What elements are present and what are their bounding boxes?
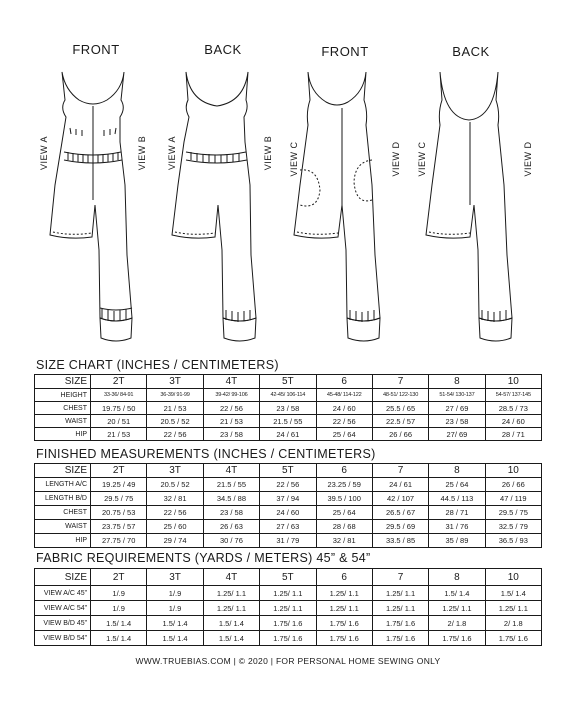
table-cell: 32 / 81 bbox=[147, 492, 203, 506]
label-view-d-2: VIEW D bbox=[523, 141, 533, 177]
table-cell: 29.5 / 69 bbox=[372, 520, 428, 534]
table-cell: 26 / 63 bbox=[203, 520, 259, 534]
table-cell: 48-51/ 122-130 bbox=[372, 389, 428, 402]
table-cell: 1.5/ 1.4 bbox=[485, 586, 541, 601]
table-cell: 31 / 76 bbox=[429, 520, 485, 534]
fabric-requirements-table bbox=[34, 568, 542, 646]
table-cell: 22.5 / 57 bbox=[372, 415, 428, 428]
row-label: HIP bbox=[35, 534, 91, 548]
size-header-cell: 6 bbox=[316, 569, 372, 586]
finished-measurements-title: FINISHED MEASUREMENTS (INCHES / CENTIMETERS) bbox=[36, 447, 376, 461]
table-cell: 36-39/ 91-99 bbox=[147, 389, 203, 402]
table-cell: 27.75 / 70 bbox=[91, 534, 147, 548]
table-cell: 24 / 60 bbox=[316, 402, 372, 415]
table-row bbox=[35, 478, 542, 492]
table-cell: 1.25/ 1.1 bbox=[203, 601, 259, 616]
table-cell: 23 / 58 bbox=[260, 402, 316, 415]
header-back-1: BACK bbox=[204, 42, 242, 57]
table-cell: 25 / 64 bbox=[316, 428, 372, 441]
table-cell: 1.75/ 1.6 bbox=[260, 631, 316, 646]
row-label: CHEST bbox=[35, 506, 91, 520]
table-row bbox=[35, 534, 542, 548]
table-cell: 21 / 53 bbox=[147, 402, 203, 415]
table-cell: 19.25 / 49 bbox=[91, 478, 147, 492]
label-view-c-2: VIEW C bbox=[417, 141, 427, 177]
table-cell: 1/.9 bbox=[147, 601, 203, 616]
size-header-cell: 2T bbox=[91, 464, 147, 478]
size-header-cell: 10 bbox=[485, 464, 541, 478]
footer-text: WWW.TRUEBIAS.COM | © 2020 | FOR PERSONAL HOME SEWING ONLY bbox=[135, 656, 441, 666]
size-header-cell: 7 bbox=[372, 375, 428, 389]
size-header-cell: 3T bbox=[147, 569, 203, 586]
size-header-label: SIZE bbox=[35, 375, 91, 389]
row-label: CHEST bbox=[35, 402, 91, 415]
table-cell: 25 / 64 bbox=[316, 506, 372, 520]
table-cell: 47 / 119 bbox=[485, 492, 541, 506]
size-header-cell: 5T bbox=[260, 375, 316, 389]
table-cell: 1.25/ 1.1 bbox=[316, 601, 372, 616]
table-cell: 23 / 58 bbox=[203, 506, 259, 520]
label-view-a-1: VIEW A bbox=[39, 136, 49, 171]
size-header-cell: 3T bbox=[147, 375, 203, 389]
table-cell: 24 / 61 bbox=[260, 428, 316, 441]
label-view-b-2: VIEW B bbox=[263, 135, 273, 171]
table-cell: 1.75/ 1.6 bbox=[429, 631, 485, 646]
size-header-cell: 2T bbox=[91, 375, 147, 389]
table-cell: 20.75 / 53 bbox=[91, 506, 147, 520]
table-cell: 31 / 79 bbox=[260, 534, 316, 548]
table-cell: 23 / 58 bbox=[429, 415, 485, 428]
size-header-cell: 8 bbox=[429, 464, 485, 478]
table-cell: 1.5/ 1.4 bbox=[91, 616, 147, 631]
row-label: LENGTH A/C bbox=[35, 478, 91, 492]
row-label: VIEW A/C 45” bbox=[35, 586, 91, 601]
table-row bbox=[35, 402, 542, 415]
size-header-cell: 7 bbox=[372, 464, 428, 478]
row-label: VIEW B/D 54” bbox=[35, 631, 91, 646]
table-cell: 30 / 76 bbox=[203, 534, 259, 548]
table-cell: 42 / 107 bbox=[372, 492, 428, 506]
size-chart-table bbox=[34, 374, 542, 441]
table-cell: 22 / 56 bbox=[203, 402, 259, 415]
table-cell: 26 / 66 bbox=[372, 428, 428, 441]
table-cell: 39.5 / 100 bbox=[316, 492, 372, 506]
table-cell: 27/ 69 bbox=[429, 428, 485, 441]
table-row bbox=[35, 492, 542, 506]
table-cell: 44.5 / 113 bbox=[429, 492, 485, 506]
table-cell: 1.75/ 1.6 bbox=[485, 631, 541, 646]
table-row bbox=[35, 415, 542, 428]
label-view-d-1: VIEW D bbox=[391, 141, 401, 177]
row-label: HEIGHT bbox=[35, 389, 91, 402]
table-cell: 19.75 / 50 bbox=[91, 402, 147, 415]
table-row bbox=[35, 601, 542, 616]
table-cell: 1.5/ 1.4 bbox=[429, 586, 485, 601]
table-row bbox=[35, 520, 542, 534]
table-cell: 1.75/ 1.6 bbox=[372, 631, 428, 646]
table-cell: 1.75/ 1.6 bbox=[260, 616, 316, 631]
table-cell: 26 / 66 bbox=[485, 478, 541, 492]
table-cell: 1.75/ 1.6 bbox=[316, 631, 372, 646]
size-header-cell: 2T bbox=[91, 569, 147, 586]
table-cell: 29.5 / 75 bbox=[91, 492, 147, 506]
table-cell: 35 / 89 bbox=[429, 534, 485, 548]
table-cell: 1.25/ 1.1 bbox=[429, 601, 485, 616]
header-back-2: BACK bbox=[452, 44, 490, 59]
table-cell: 34.5 / 88 bbox=[203, 492, 259, 506]
row-label: HIP bbox=[35, 428, 91, 441]
table-cell: 2/ 1.8 bbox=[485, 616, 541, 631]
row-label: WAIST bbox=[35, 415, 91, 428]
row-label: LENGTH B/D bbox=[35, 492, 91, 506]
table-cell: 1.25/ 1.1 bbox=[203, 586, 259, 601]
table-cell: 29 / 74 bbox=[147, 534, 203, 548]
table-cell: 26.5 / 67 bbox=[372, 506, 428, 520]
size-header-cell: 8 bbox=[429, 569, 485, 586]
table-cell: 1.25/ 1.1 bbox=[485, 601, 541, 616]
finished-header-row bbox=[35, 464, 542, 478]
table-cell: 1.5/ 1.4 bbox=[147, 616, 203, 631]
table-cell: 22 / 56 bbox=[260, 478, 316, 492]
table-cell: 27 / 69 bbox=[429, 402, 485, 415]
header-front-1: FRONT bbox=[72, 42, 120, 57]
table-cell: 36.5 / 93 bbox=[485, 534, 541, 548]
table-cell: 45-48/ 114-122 bbox=[316, 389, 372, 402]
table-cell: 23.75 / 57 bbox=[91, 520, 147, 534]
size-header-cell: 5T bbox=[260, 464, 316, 478]
table-cell: 20.5 / 52 bbox=[147, 415, 203, 428]
table-cell: 39-42/ 99-106 bbox=[203, 389, 259, 402]
table-cell: 22 / 56 bbox=[316, 415, 372, 428]
table-cell: 28 / 71 bbox=[429, 506, 485, 520]
table-cell: 28 / 71 bbox=[485, 428, 541, 441]
table-cell: 37 / 94 bbox=[260, 492, 316, 506]
size-header-cell: 5T bbox=[260, 569, 316, 586]
table-cell: 28.5 / 73 bbox=[485, 402, 541, 415]
table-cell: 22 / 56 bbox=[147, 428, 203, 441]
label-view-c-1: VIEW C bbox=[289, 141, 299, 177]
table-cell: 1/.9 bbox=[91, 586, 147, 601]
size-header-cell: 10 bbox=[485, 375, 541, 389]
header-front-2: FRONT bbox=[321, 44, 369, 59]
table-cell: 1.25/ 1.1 bbox=[372, 586, 428, 601]
label-view-a-2: VIEW A bbox=[167, 136, 177, 171]
table-cell: 1.5/ 1.4 bbox=[203, 616, 259, 631]
finished-measurements-table bbox=[34, 463, 542, 548]
row-label: WAIST bbox=[35, 520, 91, 534]
table-cell: 24 / 61 bbox=[372, 478, 428, 492]
table-cell: 1.25/ 1.1 bbox=[372, 601, 428, 616]
table-cell: 28 / 68 bbox=[316, 520, 372, 534]
table-cell: 1/.9 bbox=[91, 601, 147, 616]
label-view-b-1: VIEW B bbox=[137, 135, 147, 171]
size-header-cell: 3T bbox=[147, 464, 203, 478]
size-header-label: SIZE bbox=[35, 569, 91, 586]
table-cell: 23.25 / 59 bbox=[316, 478, 372, 492]
table-cell: 1.25/ 1.1 bbox=[260, 601, 316, 616]
table-cell: 1.5/ 1.4 bbox=[203, 631, 259, 646]
table-cell: 32 / 81 bbox=[316, 534, 372, 548]
table-cell: 1.75/ 1.6 bbox=[372, 616, 428, 631]
table-cell: 1.5/ 1.4 bbox=[91, 631, 147, 646]
table-cell: 54-57/ 137-145 bbox=[485, 389, 541, 402]
table-row bbox=[35, 506, 542, 520]
table-cell: 22 / 56 bbox=[147, 506, 203, 520]
table-cell: 25 / 60 bbox=[147, 520, 203, 534]
size-header-cell: 10 bbox=[485, 569, 541, 586]
size-chart-header-row bbox=[35, 375, 542, 389]
table-cell: 51-54/ 130-137 bbox=[429, 389, 485, 402]
table-cell: 21 / 53 bbox=[91, 428, 147, 441]
size-header-cell: 4T bbox=[203, 375, 259, 389]
fabric-requirements-title: FABRIC REQUIREMENTS (YARDS / METERS) 45” & 54” bbox=[36, 551, 371, 565]
table-cell: 29.5 / 75 bbox=[485, 506, 541, 520]
table-cell: 21.5 / 55 bbox=[260, 415, 316, 428]
size-header-cell: 7 bbox=[372, 569, 428, 586]
table-cell: 21.5 / 55 bbox=[203, 478, 259, 492]
row-label: VIEW A/C 54” bbox=[35, 601, 91, 616]
size-header-cell: 8 bbox=[429, 375, 485, 389]
size-chart-title: SIZE CHART (INCHES / CENTIMETERS) bbox=[36, 358, 279, 372]
table-cell: 33.5 / 85 bbox=[372, 534, 428, 548]
table-cell: 2/ 1.8 bbox=[429, 616, 485, 631]
table-row bbox=[35, 586, 542, 601]
table-row bbox=[35, 389, 542, 402]
table-row bbox=[35, 631, 542, 646]
table-cell: 42-45/ 106-114 bbox=[260, 389, 316, 402]
table-row bbox=[35, 616, 542, 631]
table-cell: 21 / 53 bbox=[203, 415, 259, 428]
size-header-label: SIZE bbox=[35, 464, 91, 478]
table-cell: 25.5 / 65 bbox=[372, 402, 428, 415]
table-cell: 1.5/ 1.4 bbox=[147, 631, 203, 646]
fabric-header-row bbox=[35, 569, 542, 586]
table-cell: 32.5 / 79 bbox=[485, 520, 541, 534]
size-header-cell: 6 bbox=[316, 464, 372, 478]
table-cell: 1.25/ 1.1 bbox=[260, 586, 316, 601]
size-header-cell: 6 bbox=[316, 375, 372, 389]
table-cell: 20.5 / 52 bbox=[147, 478, 203, 492]
table-cell: 20 / 51 bbox=[91, 415, 147, 428]
table-cell: 1.25/ 1.1 bbox=[316, 586, 372, 601]
table-cell: 23 / 58 bbox=[203, 428, 259, 441]
table-cell: 27 / 63 bbox=[260, 520, 316, 534]
table-cell: 25 / 64 bbox=[429, 478, 485, 492]
table-cell: 33-36/ 84-91 bbox=[91, 389, 147, 402]
row-label: VIEW B/D 45” bbox=[35, 616, 91, 631]
size-header-cell: 4T bbox=[203, 464, 259, 478]
table-cell: 1.75/ 1.6 bbox=[316, 616, 372, 631]
table-cell: 24 / 60 bbox=[485, 415, 541, 428]
table-cell: 24 / 60 bbox=[260, 506, 316, 520]
table-cell: 1/.9 bbox=[147, 586, 203, 601]
table-row bbox=[35, 428, 542, 441]
size-header-cell: 4T bbox=[203, 569, 259, 586]
